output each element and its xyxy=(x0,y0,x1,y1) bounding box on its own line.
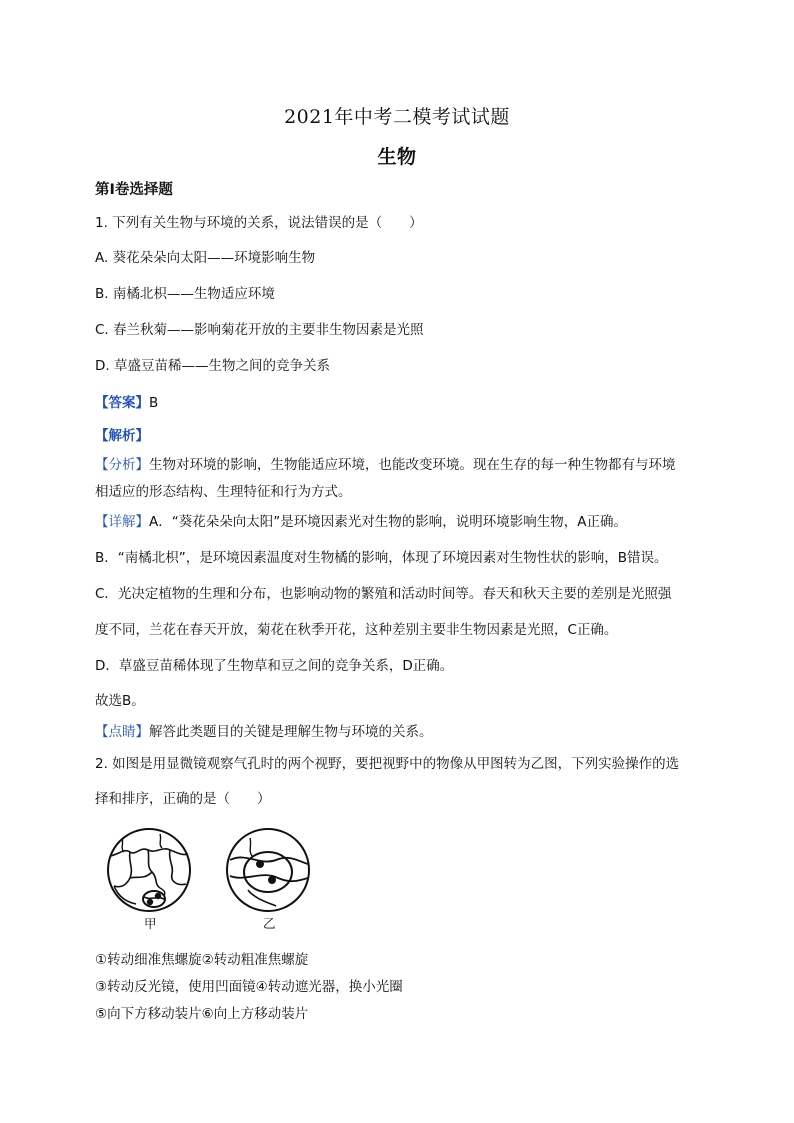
q1-xiangjie-c1: C．光决定植物的生理和分布，也影响动物的繁殖和活动时间等。春天和秋天主要的差别是光照强 xyxy=(95,586,672,602)
fenxi-tag: 【分析】 xyxy=(95,457,149,473)
stoma-dot xyxy=(257,861,263,867)
cell-wall-line xyxy=(130,872,152,878)
answer-value: B xyxy=(149,395,159,411)
stoma-dot xyxy=(148,900,152,904)
subject-title: 生物 xyxy=(377,146,417,168)
cell-wall-line xyxy=(160,834,162,848)
analysis-tag: 【解析】 xyxy=(95,428,149,444)
q2-stem-line2: 择和排序，正确的是（ ） xyxy=(95,791,271,807)
q1-xiangjie-d: D．草盛豆苗稀体现了生物草和豆之间的竞争关系，D正确。 xyxy=(95,658,454,674)
dianjing-text: 解答此类题目的关键是理解生物与环境的关系。 xyxy=(149,724,433,740)
q1-option-c: C. 春兰秋菊——影响菊花开放的主要非生物因素是光照 xyxy=(95,322,424,338)
fenxi-text: 生物对环境的影响，生物能适应环境，也能改变环境。现在生存的每一种生物都有与环境 xyxy=(149,457,676,473)
stoma-slit xyxy=(143,896,165,900)
q1-dianjing xyxy=(95,723,715,741)
cell-wall-line xyxy=(114,852,131,887)
cell-wall-line xyxy=(250,838,252,856)
answer-tag: 【答案】 xyxy=(95,395,149,411)
q1-xiangjie-a xyxy=(95,513,715,531)
q1-answer xyxy=(95,394,715,412)
microscope-fields-svg xyxy=(100,826,330,936)
stoma-dot xyxy=(269,877,275,883)
q1-xiangjie-c2: 度不同，兰花在春天开放，菊花在秋季开花，这种差别主要非生物因素是光照，C正确。 xyxy=(95,622,618,638)
cell-wall-line xyxy=(148,850,160,888)
q1-option-d: D. 草盛豆苗稀——生物之间的竞争关系 xyxy=(95,358,330,374)
q1-fenxi-line1 xyxy=(95,456,715,474)
q2-choices-line1: ①转动细准焦螺旋②转动粗准焦螺旋 xyxy=(95,952,309,968)
q1-option-b: B. 南橘北枳——生物适应环境 xyxy=(95,286,275,302)
stoma-dot xyxy=(156,894,160,898)
field-yi-circle xyxy=(227,829,309,911)
xiangjie-a-text: A．“葵花朵朵向太阳”是环境因素光对生物的影响，说明环境影响生物，A正确。 xyxy=(149,514,627,530)
q1-fenxi-line2: 相适应的形态结构、生理特征和行为方式。 xyxy=(95,484,352,500)
q1-conclusion: 故选B。 xyxy=(95,693,145,709)
section-heading: 第I卷选择题 xyxy=(95,182,173,198)
q1-stem: 1. 下列有关生物与环境的关系，说法错误的是（ ） xyxy=(95,215,423,231)
q2-stem-line1: 2. 如图是用显微镜观察气孔时的两个视野，要把视野中的物像从甲图转为乙图，下列实验操作的选 xyxy=(95,756,680,772)
cell-wall-line xyxy=(122,838,124,852)
q2-choices-line3: ⑤向下方移动装片⑥向上方移动装片 xyxy=(95,1006,309,1022)
q1-option-a: A. 葵花朵朵向太阳——环境影响生物 xyxy=(95,250,316,266)
q1-xiangjie-b: B．“南橘北枳”，是环境因素温度对生物橘的影响，体现了环境因素对生物性状的影响，B错误。 xyxy=(95,550,668,566)
microscope-figure xyxy=(100,826,330,936)
cell-wall-line xyxy=(170,850,186,885)
exam-title: 2021年中考二模考试试题 xyxy=(284,106,510,128)
label-yi: 乙 xyxy=(263,916,276,931)
xiangjie-tag: 【详解】 xyxy=(95,514,149,530)
field-yi xyxy=(227,829,309,911)
dianjing-tag: 【点睛】 xyxy=(95,724,149,740)
label-jia: 甲 xyxy=(144,916,157,931)
q1-analysis-heading xyxy=(95,427,715,445)
field-jia xyxy=(108,829,190,911)
guard-cell-line xyxy=(230,857,308,864)
q2-choices-line2: ③转动反光镜，使用凹面镜④转动遮光器，换小光圈 xyxy=(95,979,403,995)
